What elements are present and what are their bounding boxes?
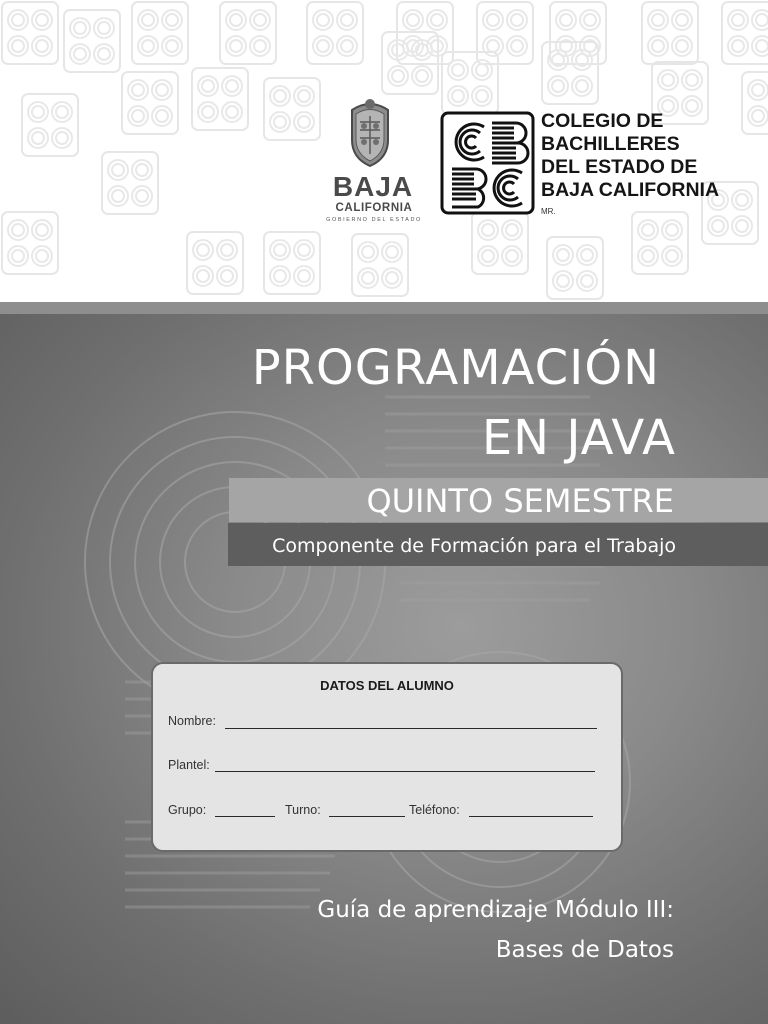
- semester-label: QUINTO SEMESTRE: [366, 482, 674, 520]
- california-wordmark: CALIFORNIA: [335, 202, 413, 214]
- pattern-tile: [477, 2, 533, 64]
- pattern-tile: [352, 234, 408, 296]
- component-label: Componente de Formación para el Trabajo: [272, 535, 676, 557]
- pattern-tile: [722, 2, 768, 64]
- pattern-tile: [187, 232, 243, 294]
- pattern-tile: [307, 2, 363, 64]
- pattern-tile: [64, 10, 120, 72]
- pattern-tile: [122, 72, 178, 134]
- college-name-line: BAJA CALIFORNIA: [541, 179, 720, 201]
- grupo-label: Grupo:: [168, 803, 207, 817]
- telefono-label: Teléfono:: [409, 803, 460, 817]
- pattern-tile: [472, 212, 528, 274]
- cobach-emblem-icon: [440, 111, 535, 215]
- grupo-field[interactable]: [215, 816, 275, 817]
- pattern-tile: [264, 232, 320, 294]
- pattern-tile: [132, 2, 188, 64]
- turno-field[interactable]: [329, 816, 405, 817]
- baja-california-logo: [318, 96, 428, 228]
- college-name: [541, 110, 761, 202]
- pattern-tile: [442, 52, 498, 114]
- title-line-2: EN JAVA: [481, 410, 676, 466]
- registered-mark: MR.: [541, 207, 556, 216]
- pattern-tile: [2, 2, 58, 64]
- title-line-1: PROGRAMACIÓN: [251, 340, 660, 396]
- pattern-tile: [547, 237, 603, 299]
- coat-of-arms-icon: [344, 96, 396, 168]
- pattern-tile: [264, 78, 320, 140]
- pattern-tile: [2, 212, 58, 274]
- turno-label: Turno:: [285, 803, 321, 817]
- header-area: [0, 0, 768, 302]
- pattern-tile: [642, 2, 698, 64]
- pattern-tile: [632, 212, 688, 274]
- telefono-field[interactable]: [469, 816, 593, 817]
- guide-line-2: Bases de Datos: [495, 937, 674, 963]
- gobierno-del-estado-label: GOBIERNO DEL ESTADO: [326, 217, 422, 223]
- nombre-field[interactable]: [225, 728, 597, 729]
- college-name-line: COLEGIO DE: [541, 110, 664, 132]
- baja-wordmark: BAJA: [332, 171, 414, 202]
- guide-line-1: Guía de aprendizaje Módulo III:: [317, 897, 674, 923]
- pattern-tile: [22, 94, 78, 156]
- nombre-label: Nombre:: [168, 714, 216, 728]
- pattern-tile: [192, 68, 248, 130]
- plantel-field[interactable]: [215, 771, 595, 772]
- plantel-label: Plantel:: [168, 758, 210, 772]
- college-name-line: DEL ESTADO DE: [541, 156, 698, 178]
- pattern-tile: [102, 152, 158, 214]
- student-data-heading: DATOS DEL ALUMNO: [320, 678, 454, 693]
- college-name-line: BACHILLERES: [541, 133, 680, 155]
- student-data-box: [151, 662, 623, 852]
- pattern-tile: [220, 2, 276, 64]
